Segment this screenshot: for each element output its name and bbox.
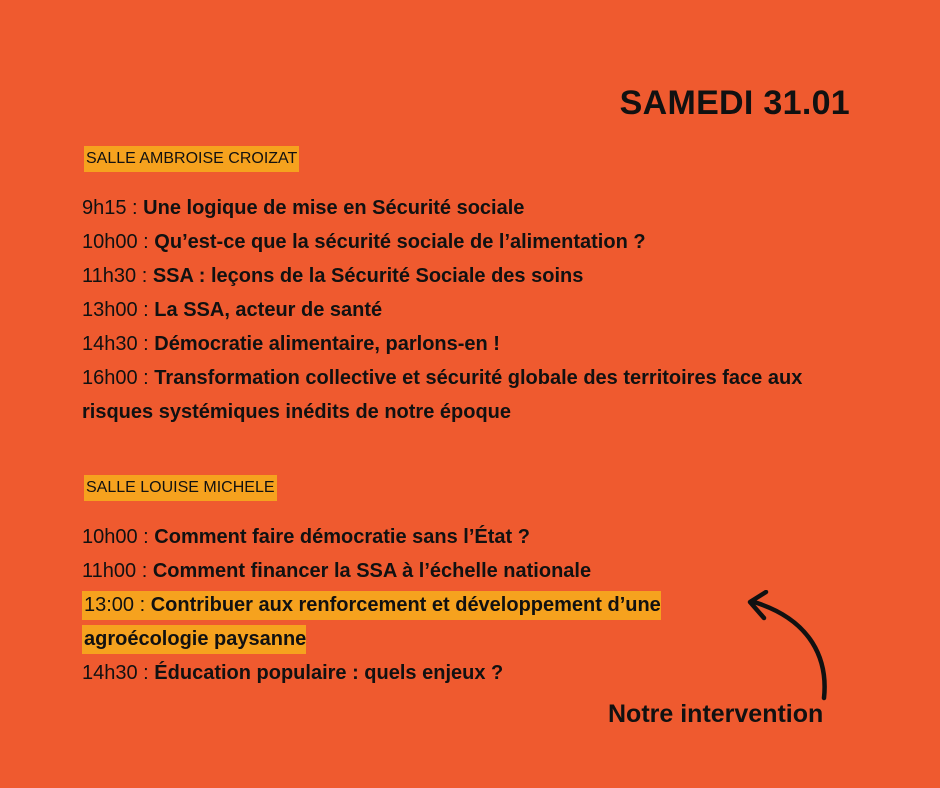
schedule-item xyxy=(82,327,872,361)
room-label-ambroise-croizat: SALLE AMBROISE CROIZAT xyxy=(84,146,299,172)
item-title: Comment faire démocratie sans l’État ? xyxy=(154,526,530,548)
schedule-item xyxy=(82,361,872,429)
page-title: SAMEDI 31.01 xyxy=(619,84,850,122)
item-time: 10h00 : xyxy=(82,231,155,253)
schedule-item xyxy=(82,554,872,588)
schedule-item xyxy=(82,191,872,225)
schedule-item xyxy=(82,293,872,327)
item-time: 13:00 : xyxy=(84,594,151,616)
item-title: Démocratie alimentaire, parlons-en ! xyxy=(154,333,500,355)
item-time: 11h30 : xyxy=(82,265,153,287)
schedule-item-highlighted xyxy=(82,588,752,656)
item-title: Contribuer aux renforcement et développement d’une agroécologie paysanne xyxy=(84,594,661,650)
item-time: 10h00 : xyxy=(82,526,155,548)
annotation-label: Notre intervention xyxy=(608,700,824,728)
item-time: 13h00 : xyxy=(82,299,155,321)
item-title: Éducation populaire : quels enjeux ? xyxy=(154,662,504,684)
schedule-item xyxy=(82,259,872,293)
item-time: 14h30 : xyxy=(82,662,155,684)
item-title: Comment financer la SSA à l’échelle nationale xyxy=(152,560,592,582)
item-title: La SSA, acteur de santé xyxy=(154,299,383,321)
item-title: SSA : leçons de la Sécurité Sociale des soins xyxy=(152,265,584,287)
schedule-list-ambroise-croizat xyxy=(82,191,872,429)
schedule-item xyxy=(82,520,872,554)
item-time: 16h00 : xyxy=(82,367,155,389)
highlight-band xyxy=(82,591,661,654)
item-title: Qu’est-ce que la sécurité sociale de l’alimentation ? xyxy=(154,231,646,253)
item-title: Une logique de mise en Sécurité sociale xyxy=(143,197,525,219)
room-label-louise-michele: SALLE LOUISE MICHELE xyxy=(84,475,277,501)
item-time: 9h15 : xyxy=(82,197,144,219)
item-time: 14h30 : xyxy=(82,333,155,355)
schedule-item xyxy=(82,225,872,259)
curved-arrow-icon xyxy=(740,590,840,710)
item-title: Transformation collective et sécurité globale des territoires face aux risques systémiques inédits de notre époque xyxy=(82,367,803,423)
item-time: 11h00 : xyxy=(82,560,153,582)
